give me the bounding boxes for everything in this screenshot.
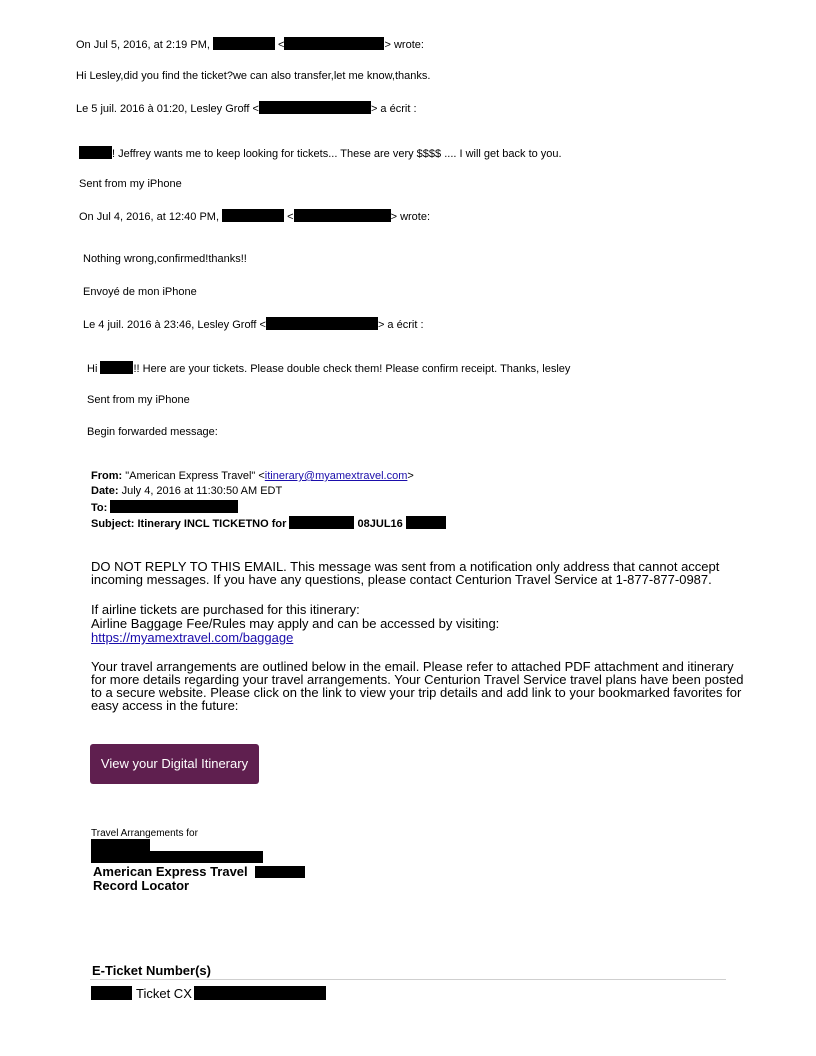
angle-close: > — [407, 470, 414, 482]
message-text: Hi Lesley,did you find the ticket?we can also transfer,let me know,thanks. — [76, 70, 431, 82]
forward-subject — [91, 516, 446, 531]
forward-intro: Begin forwarded message: — [87, 426, 218, 438]
amex-travel-text: American Express Travel — [93, 864, 248, 879]
message-text-tickets — [87, 361, 570, 376]
baggage-link-row — [91, 631, 293, 644]
redacted-traveler-name — [91, 839, 150, 851]
redacted-name — [79, 146, 112, 159]
message-text: ! Jeffrey wants me to keep looking for tickets... These are very $$$$ .... I will get back to you. — [112, 148, 562, 160]
redacted-name — [213, 37, 275, 50]
quote-header-juil4 — [83, 317, 424, 332]
forward-from — [91, 469, 414, 483]
redacted-passenger — [91, 986, 132, 1000]
signature: Envoyé de mon iPhone — [83, 286, 197, 298]
to-label: To: — [91, 502, 108, 514]
angle-open: < — [278, 39, 285, 51]
quote-header-text: Le 4 juil. 2016 à 23:46, Lesley Groff < — [83, 319, 266, 331]
subject-label: Subject: — [91, 518, 135, 530]
forward-date — [91, 484, 282, 498]
quote-header-suffix: > a écrit : — [377, 319, 424, 331]
quote-header-juil5 — [76, 101, 417, 116]
forward-to — [91, 500, 238, 515]
baggage-link[interactable]: https://myamextravel.com/baggage — [91, 630, 294, 645]
from-email-link[interactable]: itinerary@myamextravel.com — [264, 470, 408, 482]
redacted-name — [289, 516, 354, 529]
quote-header-suffix: > wrote: — [390, 211, 431, 223]
signature: Sent from my iPhone — [79, 178, 182, 190]
angle-open: < — [287, 211, 294, 223]
redacted-record-locator — [255, 866, 305, 878]
record-locator-label: Record Locator — [93, 878, 190, 893]
redacted-ticket-number — [194, 986, 326, 1000]
airline-tickets-line: If airline tickets are purchased for this itinerary: — [91, 602, 360, 617]
baggage-fee-line: Airline Baggage Fee/Rules may apply and can be accessed by visiting: — [91, 616, 500, 631]
redacted-email — [294, 209, 391, 222]
quote-header-suffix: > wrote: — [384, 39, 424, 51]
quote-header-text: On Jul 5, 2016, at 2:19 PM, — [76, 39, 210, 51]
redacted-name — [100, 361, 133, 374]
ticket-cx-label: Ticket CX — [136, 986, 192, 1001]
view-digital-itinerary-button[interactable]: View your Digital Itinerary — [90, 744, 259, 784]
quote-header-text: Le 5 juil. 2016 à 01:20, Lesley Groff < — [76, 103, 259, 115]
travel-arrangements-for: Travel Arrangements for — [91, 828, 198, 839]
quote-header-jul5 — [76, 37, 424, 52]
divider — [90, 979, 726, 980]
redacted-email — [266, 317, 378, 330]
eticket-heading: E-Ticket Number(s) — [92, 963, 211, 978]
redacted-email — [284, 37, 384, 50]
amex-travel-label — [93, 865, 248, 879]
quote-header-text: On Jul 4, 2016, at 12:40 PM, — [79, 211, 220, 223]
from-label: From: — [91, 470, 123, 482]
subject-date: 08JUL16 — [357, 518, 403, 530]
signature: Sent from my iPhone — [87, 394, 190, 406]
subject-text: Itinerary INCL TICKETNO for — [137, 518, 287, 530]
quote-header-jul4 — [79, 209, 430, 224]
redacted-traveler-detail — [91, 851, 263, 863]
date-value: July 4, 2016 at 11:30:50 AM EDT — [121, 485, 283, 497]
message-text-jeffrey — [79, 146, 562, 161]
travel-arrangements-paragraph: Your travel arrangements are outlined below in the email. Please refer to attached PDF attachment and itinerary for more details regarding your travel arrangements. Your Centurion Travel Service travel plans have been posted to a secure website. Please click on the link to view your trip details and add link to your bookmarked favorites for easy access in the future: — [91, 659, 744, 713]
from-name: "American Express Travel" < — [125, 470, 265, 482]
greeting: Hi — [87, 363, 98, 375]
redacted-email — [259, 101, 371, 114]
message-text: !! Here are your tickets. Please double check them! Please confirm receipt. Thanks, lesley — [133, 363, 571, 375]
redacted-code — [406, 516, 446, 529]
redacted-email — [110, 500, 238, 513]
redacted-name — [222, 209, 284, 222]
date-label: Date: — [91, 485, 119, 497]
do-not-reply-notice: DO NOT REPLY TO THIS EMAIL. This message was sent from a notification only address that cannot accept incoming messages. If you have any questions, please contact Centurion Travel Service at 1-877-877-0987. — [91, 559, 720, 587]
quote-header-suffix: > a écrit : — [370, 103, 417, 115]
message-text: Nothing wrong,confirmed!thanks!! — [83, 253, 247, 265]
